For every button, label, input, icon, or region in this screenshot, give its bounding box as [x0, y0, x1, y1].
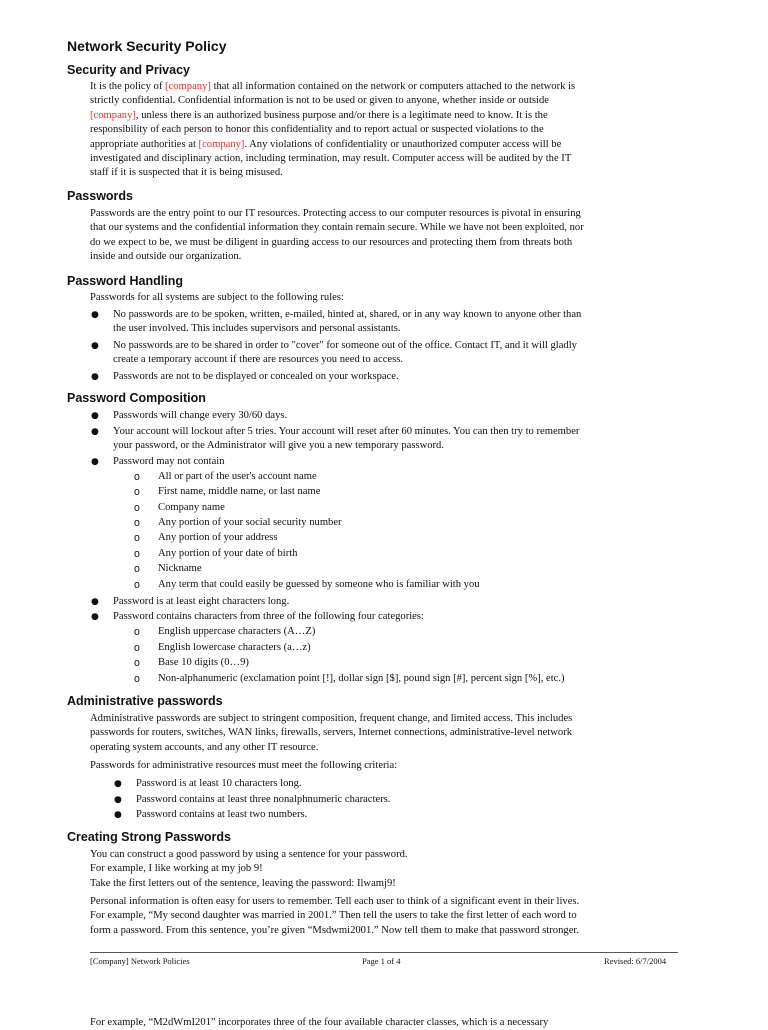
bullet-icon: ● — [91, 427, 99, 437]
sub-list-item: All or part of the user's account name — [158, 471, 317, 482]
circle-bullet-icon: o — [134, 471, 140, 483]
list-item: Passwords will change every 30/60 days. — [113, 410, 288, 421]
footer-revised-date: Revised: 6/7/2004 — [604, 956, 667, 966]
circle-bullet-icon: o — [134, 548, 140, 560]
bullet-icon: ● — [91, 612, 99, 622]
admin-criteria-intro: Passwords for administrative resources must meet the following criteria: — [90, 760, 398, 771]
sub-list-item: Any term that could easily be guessed by someone who is familiar with you — [158, 579, 480, 590]
bullet-icon: ● — [114, 795, 122, 805]
sub-list-item: English uppercase characters (A…Z) — [158, 626, 316, 637]
page-gap — [0, 970, 768, 1010]
password-handling-intro: Passwords for all systems are subject to the following rules: — [90, 292, 344, 303]
bullet-icon: ● — [91, 457, 99, 467]
sub-list-item: Any portion of your social security number — [158, 517, 342, 528]
admin-passwords-paragraph: Administrative passwords are subject to stringent composition, frequent change, and limited access. This includes passwords for routers, switches, WAN links, firewalls, servers, Internet connections, administrative-level network operating system accounts, and any other IT resource. — [90, 713, 573, 753]
passwords-paragraph: Passwords are the entry point to our IT resources. Protecting access to our computer resources is pivotal in ensuring that our systems and the confidential information they contain remain secure. While we have not been exploited, nor do we expect to be, we must be diligent in guarding access to our resources and protecting them from threats both inside and outside our organization. — [90, 208, 584, 263]
circle-bullet-icon: o — [134, 532, 140, 544]
circle-bullet-icon: o — [134, 502, 140, 514]
page-title: Network Security Policy — [67, 38, 227, 54]
circle-bullet-icon: o — [134, 563, 140, 575]
circle-bullet-icon: o — [134, 517, 140, 529]
heading-password-composition: Password Composition — [67, 391, 206, 405]
list-item: Password may not contain — [113, 456, 225, 467]
bullet-icon: ● — [114, 779, 122, 789]
circle-bullet-icon: o — [134, 657, 140, 669]
list-item: Your account will lockout after 5 tries. Your account will reset after 60 minutes. You can then try to remember your password, or the Administrator will give you a new temporary password. — [113, 426, 580, 452]
circle-bullet-icon: o — [134, 673, 140, 685]
company-placeholder: [company] — [90, 109, 136, 121]
sub-list-item: English lowercase characters (a…z) — [158, 642, 311, 653]
heading-security-privacy: Security and Privacy — [67, 63, 190, 77]
circle-bullet-icon: o — [134, 626, 140, 638]
sub-list-item: Any portion of your address — [158, 532, 278, 543]
bullet-icon: ● — [91, 310, 99, 320]
sub-list-item: Company name — [158, 502, 225, 513]
sub-list-item: Any portion of your date of birth — [158, 548, 298, 559]
bullet-icon: ● — [91, 411, 99, 421]
list-item: Password contains characters from three of the following four categories: — [113, 611, 424, 622]
circle-bullet-icon: o — [134, 486, 140, 498]
company-placeholder: [company] — [198, 138, 245, 150]
footer-left: [Company] Network Policies — [90, 956, 190, 966]
sub-list-item: Base 10 digits (0…9) — [158, 657, 249, 668]
sub-list-item: First name, middle name, or last name — [158, 486, 321, 497]
security-privacy-paragraph: It is the policy of [company] that all information contained on the network or computers attached to the network is strictly confidential. Confidential information is not to be used or given to anyone, whether inside or outside [company], unless there is an authorized business purpose and/or there is a legitimate need to know. It is the responsibility of each person to honor this confidentiality and to report actual or suspected violations to the appropriate authorities at [company]. Any violations of confidentiality or unauthorized computer access will be investigated and disciplinary action, including termination, may result. Computer access will be audited by the IT staff if it is suspected that it is being misused. — [90, 81, 576, 179]
list-item: Passwords are not to be displayed or concealed on your workspace. — [113, 371, 399, 382]
list-item: No passwords are to be spoken, written, e-mailed, hinted at, shared, or in any way known to anyone other than the user involved. This includes supervisors and personal assistants. — [113, 309, 582, 335]
list-item: Password is at least 10 characters long. — [136, 778, 302, 789]
circle-bullet-icon: o — [134, 579, 140, 591]
list-item: Password contains at least three nonalphnumeric characters. — [136, 794, 391, 805]
heading-passwords: Passwords — [67, 189, 134, 203]
sub-list-item: Nickname — [158, 563, 202, 574]
bullet-icon: ● — [91, 597, 99, 607]
bullet-icon: ● — [114, 810, 122, 820]
list-item: Password contains at least two numbers. — [136, 809, 308, 820]
footer-page-number: Page 1 of 4 — [362, 956, 401, 966]
list-item: Password is at least eight characters long. — [113, 596, 290, 607]
heading-password-handling: Password Handling — [67, 274, 183, 288]
list-item: No passwords are to be shared in order to "cover" for someone out of the office. Contact IT, and it will gladly create a temporary account if there are resources you need to access. — [113, 340, 577, 366]
circle-bullet-icon: o — [134, 642, 140, 654]
strong-passwords-paragraph: You can construct a good password by using a sentence for your password. For example, I like working at my job 9! Take the first letters out of the sentence, leaving the password: Ilwamj9! — [90, 849, 408, 889]
bullet-icon: ● — [91, 341, 99, 351]
company-placeholder: [company] — [165, 81, 211, 92]
footer-divider — [90, 952, 678, 953]
bullet-icon: ● — [91, 372, 99, 382]
heading-administrative-passwords: Administrative passwords — [67, 694, 223, 708]
sub-list-item: Non-alphanumeric (exclamation point [!], dollar sign [$], pound sign [#], percent sign [%], etc.) — [158, 673, 565, 684]
heading-creating-strong-passwords: Creating Strong Passwords — [67, 830, 231, 844]
next-page-text: For example, “M2dWmI201” incorporates three of the four available character classes, which is a necessary — [90, 1017, 549, 1028]
personal-information-paragraph: Personal information is often easy for users to remember. Tell each user to think of a significant event in their lives. For example, “My second daughter was married in 2001.” Then tell the users to take the first letter of each word to form a password. From this sentence, you’re given “Msdwmi2001.” Now tell them to make that password stronger. — [90, 896, 580, 936]
